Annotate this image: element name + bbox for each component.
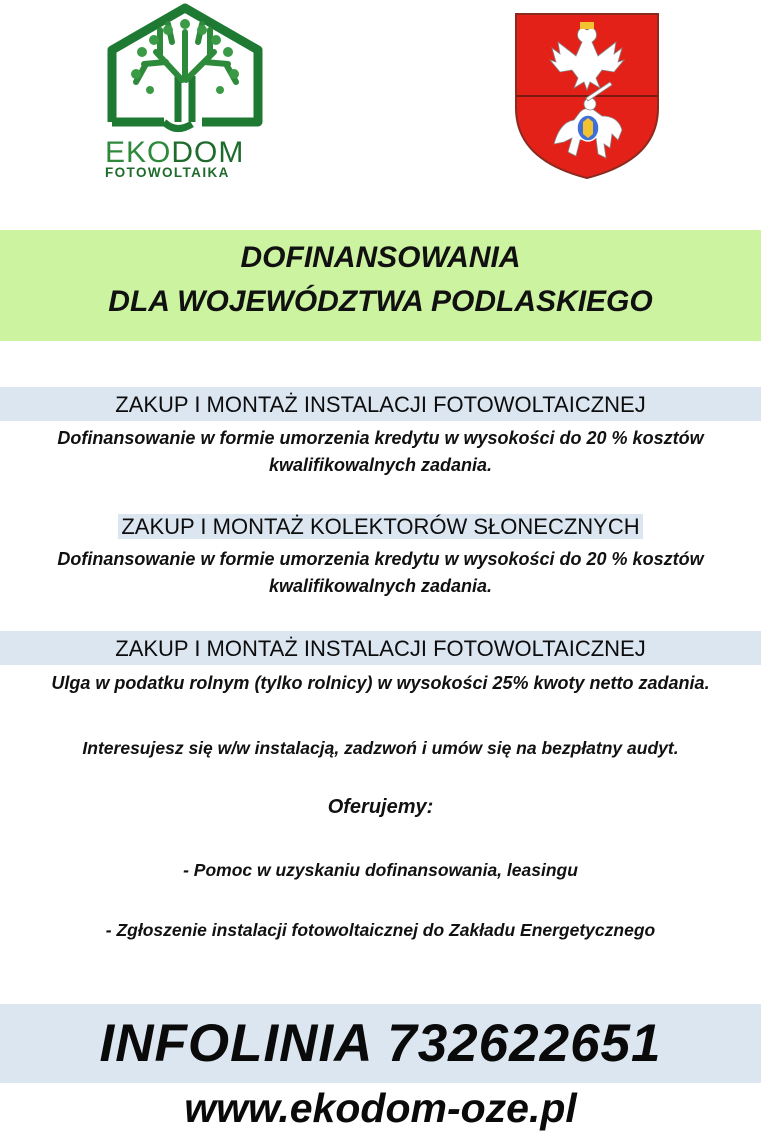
title-band (0, 230, 761, 341)
section-3-heading: ZAKUP I MONTAŻ INSTALACJI FOTOWOLTAICZNEJ (0, 631, 761, 665)
podlaskie-coat-of-arms-icon (514, 12, 660, 180)
title-line-1: DOFINANSOWANIA (240, 241, 521, 274)
logo-subtitle: FOTOWOLTAIKA (105, 165, 230, 180)
offer-item-2: - Zgłoszenie instalacji fotowoltaicznej do Zakładu Energetycznego (105, 920, 656, 940)
section-1-description (0, 425, 761, 479)
section-3-description (0, 670, 761, 697)
logo-dom: DOM (171, 136, 245, 169)
coat-of-arms (514, 12, 660, 180)
tree-house-icon (106, 2, 264, 134)
website-link[interactable]: www.ekodom-oze.pl (184, 1085, 577, 1131)
offer-title: Oferujemy: (327, 796, 434, 818)
section-2-desc-line-2: kwalifikowalnych zadania. (268, 576, 493, 596)
audit-text: Interesujesz się w/w instalacją, zadzwoń i umów się na bezpłatny audyt. (82, 738, 679, 758)
section-2-heading: ZAKUP I MONTAŻ KOLEKTORÓW SŁONECZNYCH (118, 514, 642, 539)
infoline: INFOLINIA 732622651 (0, 1004, 761, 1083)
section-1-heading: ZAKUP I MONTAŻ INSTALACJI FOTOWOLTAICZNEJ (0, 387, 761, 421)
title-line-2: DLA WOJEWÓDZTWA PODLASKIEGO (108, 285, 653, 318)
offer-item-1: - Pomoc w uzyskaniu dofinansowania, leasingu (183, 860, 578, 880)
ekodom-logo (100, 2, 270, 182)
section-2-description (0, 546, 761, 600)
section-2-desc-line-1: Dofinansowanie w formie umorzenia kredytu w wysokości do 20 % kosztów (57, 549, 704, 569)
section-2-heading-row (0, 509, 761, 543)
section-1-desc-line-2: kwalifikowalnych zadania. (268, 455, 493, 475)
section-1-desc-line-1: Dofinansowanie w formie umorzenia kredytu w wysokości do 20 % kosztów (57, 428, 704, 448)
section-3-desc-line-1: Ulga w podatku rolnym (tylko rolnicy) w wysokości 25% kwoty netto zadania. (51, 673, 710, 693)
logo-eko: EKO (105, 136, 172, 169)
